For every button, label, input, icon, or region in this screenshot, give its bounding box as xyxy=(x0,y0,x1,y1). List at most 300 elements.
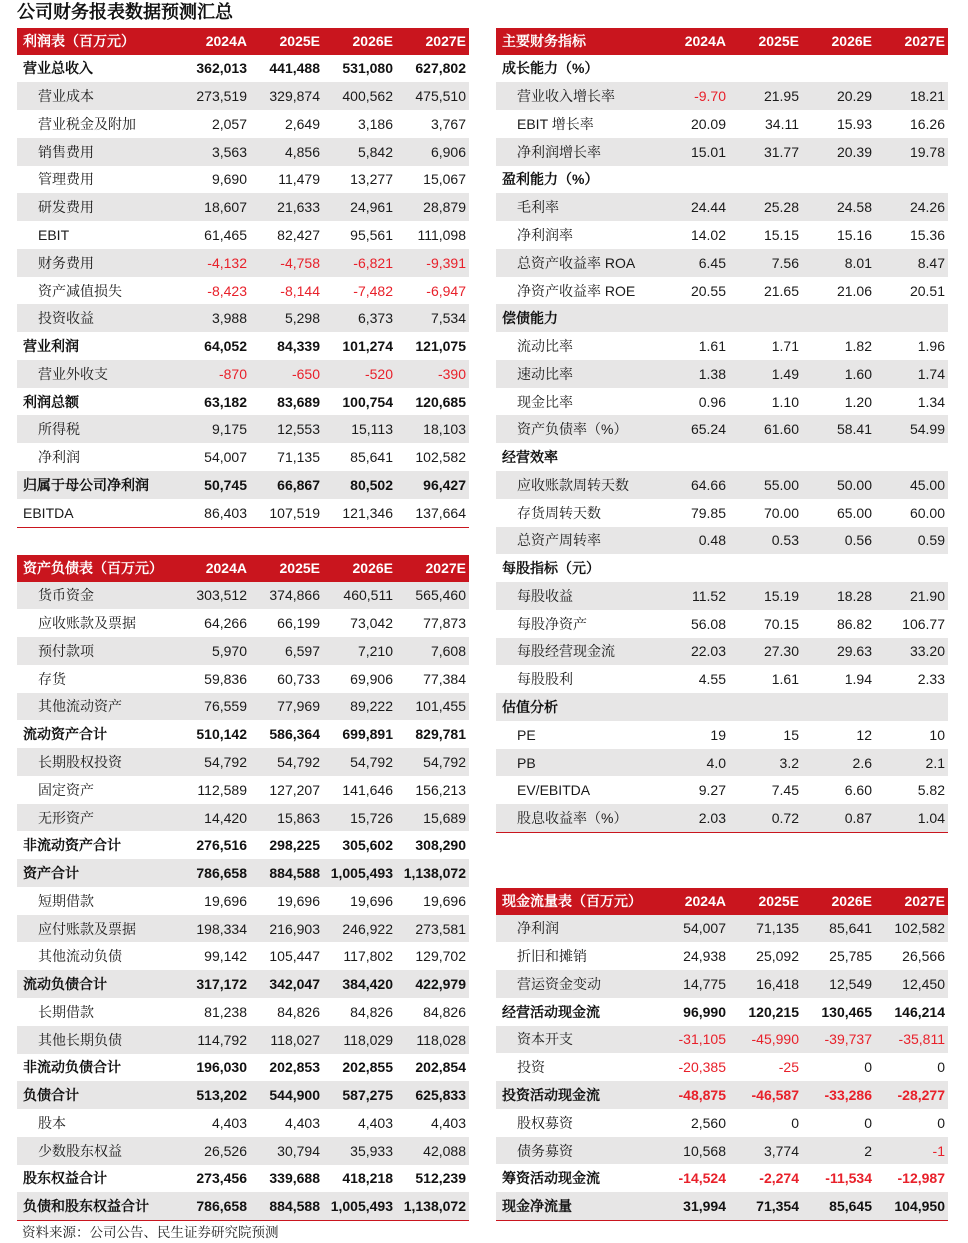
row-label: 应收账款周转天数 xyxy=(517,476,629,493)
row-value: -45,990 xyxy=(751,1031,799,1048)
row-value: 54,792 xyxy=(277,753,320,770)
year-header: 2026E xyxy=(831,33,872,50)
table-row xyxy=(496,193,948,221)
row-value: 96,990 xyxy=(683,1003,726,1020)
row-value: 418,218 xyxy=(342,1170,393,1187)
row-label: 销售费用 xyxy=(38,143,94,160)
row-value: 0.87 xyxy=(844,810,872,827)
table-body xyxy=(496,55,948,833)
row-value: 118,029 xyxy=(343,1031,393,1048)
row-value: 105,447 xyxy=(269,948,320,965)
table-row xyxy=(496,638,948,666)
row-label: 营业成本 xyxy=(38,88,94,105)
table-row xyxy=(496,360,948,388)
table-row xyxy=(17,915,469,943)
row-value: 71,135 xyxy=(277,449,320,466)
table-row xyxy=(17,1137,469,1165)
row-value: 86,403 xyxy=(204,504,247,521)
row-value: 1.04 xyxy=(917,810,945,827)
row-value: -11,534 xyxy=(825,1170,872,1187)
table-row xyxy=(496,443,948,471)
table-row xyxy=(496,1053,948,1081)
row-label: 营业总收入 xyxy=(23,60,93,77)
year-header: 2027E xyxy=(904,893,945,910)
row-value: 8.47 xyxy=(917,254,945,271)
row-value: 1.49 xyxy=(771,365,799,382)
row-label: 管理费用 xyxy=(38,171,94,188)
row-label: PE xyxy=(517,726,536,743)
page-title: 公司财务报表数据预测汇总 xyxy=(17,2,233,22)
row-value: -650 xyxy=(291,365,320,382)
row-label: 每股指标（元） xyxy=(502,560,600,577)
table-row xyxy=(496,1109,948,1137)
row-value: 1.96 xyxy=(917,338,945,355)
row-label: 股息收益率（%） xyxy=(517,810,628,827)
row-label: 应收账款及票据 xyxy=(38,615,136,632)
row-value: 21.06 xyxy=(836,282,872,299)
row-label: 归属于母公司净利润 xyxy=(23,476,149,493)
row-value: 1,138,072 xyxy=(403,865,466,882)
row-value: 80,502 xyxy=(350,476,393,493)
row-value: 587,275 xyxy=(342,1087,393,1104)
row-label: 营业利润 xyxy=(23,338,79,355)
row-label: 投资 xyxy=(517,1059,545,1076)
row-value: 19 xyxy=(710,726,726,743)
row-value: 1.74 xyxy=(917,365,945,382)
row-value: 21,633 xyxy=(277,199,320,216)
row-value: -12,987 xyxy=(897,1170,945,1187)
table-row xyxy=(496,304,948,332)
row-value: 4,403 xyxy=(211,1114,247,1131)
row-value: 85,641 xyxy=(829,920,872,937)
row-value: 63,182 xyxy=(204,393,247,410)
table-row xyxy=(17,776,469,804)
year-header: 2025E xyxy=(758,33,799,50)
table-row xyxy=(17,55,469,83)
row-value: 104,950 xyxy=(894,1198,945,1215)
row-value: 10 xyxy=(929,726,945,743)
row-value: 4,403 xyxy=(357,1114,393,1131)
row-label: 总资产收益率 ROA xyxy=(517,254,636,271)
row-value: 112,589 xyxy=(197,781,247,798)
row-value: 120,685 xyxy=(415,393,466,410)
table-header xyxy=(496,28,948,55)
row-value: -2,274 xyxy=(759,1170,799,1187)
row-value: -33,286 xyxy=(824,1086,872,1103)
row-value: 0.59 xyxy=(917,532,945,549)
row-value: 24.44 xyxy=(690,199,726,216)
row-value: 12,450 xyxy=(902,975,945,992)
row-label: 存货 xyxy=(38,670,66,687)
row-label: 非流动负债合计 xyxy=(23,1059,121,1076)
row-value: 0.72 xyxy=(771,810,799,827)
row-value: 7,210 xyxy=(357,642,393,659)
table-row xyxy=(496,582,948,610)
row-value: 339,688 xyxy=(269,1170,320,1187)
table-header xyxy=(17,555,469,582)
row-value: 0 xyxy=(937,1114,945,1131)
row-label: 经营活动现金流 xyxy=(502,1003,600,1020)
row-value: 2.6 xyxy=(852,754,872,771)
table-row xyxy=(496,749,948,777)
row-value: -6,821 xyxy=(353,254,393,271)
row-value: 61.60 xyxy=(763,421,799,438)
table-row xyxy=(17,887,469,915)
row-value: 64,052 xyxy=(204,338,247,355)
row-value: 22.03 xyxy=(690,643,726,660)
row-value: 34.11 xyxy=(765,115,799,132)
row-value: 141,646 xyxy=(342,781,393,798)
row-value: 25.28 xyxy=(763,199,799,216)
row-value: 0 xyxy=(791,1114,799,1131)
table-row xyxy=(17,748,469,776)
row-value: 114,792 xyxy=(197,1031,247,1048)
row-value: 276,516 xyxy=(196,837,247,854)
row-value: 9.27 xyxy=(698,782,726,799)
row-value: 9,690 xyxy=(211,171,247,188)
row-value: 7.45 xyxy=(771,782,799,799)
table-row xyxy=(496,554,948,582)
row-value: 19,696 xyxy=(423,892,466,909)
row-value: 66,199 xyxy=(277,615,320,632)
row-value: 96,427 xyxy=(423,476,466,493)
row-label: 长期股权投资 xyxy=(38,753,122,770)
table-row xyxy=(496,998,948,1026)
row-label: 负债和股东权益合计 xyxy=(23,1198,149,1215)
row-value: 2.1 xyxy=(925,754,945,771)
row-label: 无形资产 xyxy=(38,809,94,826)
table-row xyxy=(17,138,469,166)
row-label: 投资活动现金流 xyxy=(502,1086,600,1103)
row-value: 18.21 xyxy=(909,88,945,105)
row-value: 61,465 xyxy=(204,226,247,243)
row-value: 66,867 xyxy=(277,476,320,493)
row-label: 少数股东权益 xyxy=(38,1142,122,1159)
table-row xyxy=(496,1164,948,1192)
row-value: 308,290 xyxy=(415,837,466,854)
row-value: 6,373 xyxy=(357,310,393,327)
table-row xyxy=(496,804,948,832)
row-value: 565,460 xyxy=(415,587,466,604)
row-value: 24.58 xyxy=(836,199,872,216)
row-value: -870 xyxy=(218,365,247,382)
row-value: 26,566 xyxy=(902,948,945,965)
row-value: 2,057 xyxy=(211,115,247,132)
row-value: 28,879 xyxy=(423,199,466,216)
row-value: 460,511 xyxy=(343,587,393,604)
row-label: 每股股利 xyxy=(517,671,573,688)
row-value: -9,391 xyxy=(426,254,466,271)
row-value: 27.30 xyxy=(763,643,799,660)
table-row xyxy=(17,332,469,360)
table-row xyxy=(496,1137,948,1165)
row-value: 121,075 xyxy=(415,338,466,355)
row-value: 15,067 xyxy=(423,171,466,188)
row-value: -1 xyxy=(932,1142,945,1159)
row-value: 31.77 xyxy=(763,143,799,160)
row-label: 投资收益 xyxy=(38,310,94,327)
row-value: 11.52 xyxy=(692,587,726,604)
table-row xyxy=(17,443,469,471)
row-value: 0.53 xyxy=(771,532,799,549)
table-row xyxy=(17,249,469,277)
row-value: 107,519 xyxy=(269,504,320,521)
row-label: 流动资产合计 xyxy=(23,726,107,743)
row-value: 54.99 xyxy=(909,421,945,438)
row-label: 净利润 xyxy=(38,449,80,466)
row-value: 329,874 xyxy=(269,88,320,105)
row-value: 12 xyxy=(856,726,872,743)
table-row xyxy=(17,637,469,665)
row-value: 3,563 xyxy=(211,143,247,160)
row-label: 其他流动负债 xyxy=(38,948,122,965)
row-value: 54,007 xyxy=(683,920,726,937)
row-value: 884,588 xyxy=(269,1198,320,1215)
row-value: 3.2 xyxy=(779,754,799,771)
row-value: -7,482 xyxy=(353,282,393,299)
row-value: 156,213 xyxy=(415,781,466,798)
row-value: 24,961 xyxy=(350,199,393,216)
year-header: 2025E xyxy=(279,33,320,50)
table-row xyxy=(496,942,948,970)
row-value: 884,588 xyxy=(269,865,320,882)
row-value: 85,641 xyxy=(350,449,393,466)
row-label: 非流动资产合计 xyxy=(23,837,121,854)
row-value: -31,105 xyxy=(678,1031,726,1048)
row-value: 65.24 xyxy=(690,421,726,438)
row-value: 273,581 xyxy=(415,920,466,937)
row-value: 510,142 xyxy=(196,726,247,743)
row-value: 625,833 xyxy=(415,1087,466,1104)
row-value: 18,607 xyxy=(204,199,247,216)
table-row xyxy=(17,82,469,110)
row-label: 存货周转天数 xyxy=(517,504,601,521)
row-value: 6.60 xyxy=(844,782,872,799)
row-value: 1.71 xyxy=(771,338,799,355)
table-row xyxy=(17,831,469,859)
row-value: 100,754 xyxy=(342,393,393,410)
row-label: 预付款项 xyxy=(38,642,94,659)
row-value: 8.01 xyxy=(844,254,872,271)
table-row xyxy=(17,582,469,610)
row-value: 0.48 xyxy=(698,532,726,549)
row-value: 7,608 xyxy=(430,642,466,659)
year-header: 2026E xyxy=(831,893,872,910)
row-value: 1.61 xyxy=(771,671,799,688)
row-label: 营业收入增长率 xyxy=(517,88,615,105)
table-row xyxy=(496,1192,948,1220)
row-value: 4,403 xyxy=(430,1114,466,1131)
row-value: 1.82 xyxy=(844,338,872,355)
row-value: 273,519 xyxy=(196,88,247,105)
row-label: 经营效率 xyxy=(502,449,558,466)
row-value: 699,891 xyxy=(342,726,393,743)
row-value: -28,277 xyxy=(897,1086,945,1103)
row-value: 33.20 xyxy=(909,643,945,660)
row-value: 35,933 xyxy=(350,1142,393,1159)
row-value: 15.36 xyxy=(909,226,945,243)
table-row xyxy=(17,360,469,388)
table-row xyxy=(17,1054,469,1082)
row-value: 422,979 xyxy=(415,976,466,993)
row-value: 20.29 xyxy=(836,88,872,105)
table-row xyxy=(17,942,469,970)
table-row xyxy=(496,388,948,416)
row-value: 55.00 xyxy=(763,476,799,493)
row-value: 441,488 xyxy=(269,60,320,77)
table-row xyxy=(17,1026,469,1054)
row-value: 14,420 xyxy=(204,809,247,826)
row-value: -4,132 xyxy=(207,254,247,271)
row-value: 15,726 xyxy=(350,809,393,826)
row-value: 1.60 xyxy=(844,365,872,382)
row-value: 10,568 xyxy=(683,1142,726,1159)
row-value: 5,970 xyxy=(211,642,247,659)
table-row xyxy=(496,970,948,998)
row-value: 1.94 xyxy=(844,671,872,688)
table-row xyxy=(496,776,948,804)
row-value: 20.51 xyxy=(909,282,945,299)
row-label: 长期借款 xyxy=(38,1003,94,1020)
row-value: 29.63 xyxy=(836,643,872,660)
row-value: 2.03 xyxy=(698,810,726,827)
row-value: 374,866 xyxy=(269,587,320,604)
row-value: 71,135 xyxy=(756,920,799,937)
row-value: 118,027 xyxy=(270,1031,320,1048)
row-value: 1.20 xyxy=(844,393,872,410)
row-value: 9,175 xyxy=(211,421,247,438)
row-value: 5,298 xyxy=(284,310,320,327)
table-row xyxy=(17,388,469,416)
row-label: 净利润 xyxy=(517,920,559,937)
row-label: 其他流动资产 xyxy=(38,698,122,715)
row-value: 19,696 xyxy=(277,892,320,909)
row-value: 130,465 xyxy=(821,1003,872,1020)
row-value: 2 xyxy=(864,1142,872,1159)
row-value: 19.78 xyxy=(909,143,945,160)
table-title: 现金流量表（百万元） xyxy=(502,893,642,910)
table-row xyxy=(496,249,948,277)
row-value: 77,384 xyxy=(423,670,466,687)
row-label: 每股收益 xyxy=(517,587,573,604)
row-value: 384,420 xyxy=(342,976,393,993)
table-body xyxy=(17,582,469,1222)
row-value: 0 xyxy=(864,1059,872,1076)
row-value: 216,903 xyxy=(269,920,320,937)
row-value: 5.82 xyxy=(917,782,945,799)
row-label: 财务费用 xyxy=(38,254,94,271)
table-row xyxy=(17,110,469,138)
row-label: 债务募资 xyxy=(517,1142,573,1159)
row-label: 研发费用 xyxy=(38,199,94,216)
row-value: -39,737 xyxy=(824,1031,872,1048)
row-value: 25,092 xyxy=(756,948,799,965)
row-label: 每股经营现金流 xyxy=(517,643,615,660)
year-header: 2024A xyxy=(205,33,247,50)
table-row xyxy=(496,1026,948,1054)
table-row xyxy=(17,277,469,305)
table-row xyxy=(17,304,469,332)
row-value: 544,900 xyxy=(269,1087,320,1104)
year-header: 2024A xyxy=(684,893,726,910)
row-value: 58.41 xyxy=(836,421,872,438)
row-value: 21.90 xyxy=(909,587,945,604)
row-value: 246,922 xyxy=(342,920,393,937)
row-value: 11,479 xyxy=(278,171,320,188)
row-label: 总资产周转率 xyxy=(517,532,601,549)
table-row xyxy=(17,1109,469,1137)
table-row xyxy=(496,915,948,943)
table-row xyxy=(496,1081,948,1109)
table-row xyxy=(496,138,948,166)
source-note: 资料来源：公司公告、民生证券研究院预测 xyxy=(22,1225,279,1240)
row-value: 60.00 xyxy=(909,504,945,521)
table-header xyxy=(17,28,469,55)
row-value: 0.96 xyxy=(698,393,726,410)
row-value: 24,938 xyxy=(683,948,726,965)
table-row xyxy=(17,1192,469,1220)
row-value: -8,423 xyxy=(207,282,247,299)
row-label: 净资产收益率 ROE xyxy=(517,282,636,299)
row-value: 4.0 xyxy=(706,754,726,771)
row-value: 19,696 xyxy=(204,892,247,909)
row-value: 146,214 xyxy=(894,1003,945,1020)
row-value: 586,364 xyxy=(269,726,320,743)
row-value: 2,560 xyxy=(690,1114,726,1131)
row-value: 1.10 xyxy=(771,393,799,410)
row-value: 20.39 xyxy=(836,143,872,160)
year-header: 2024A xyxy=(684,33,726,50)
row-value: 65.00 xyxy=(836,504,872,521)
row-label: 资产负债率（%） xyxy=(517,421,628,438)
table-row xyxy=(496,471,948,499)
row-value: 829,781 xyxy=(415,726,466,743)
year-header: 2027E xyxy=(425,560,466,577)
row-value: 786,658 xyxy=(196,1198,247,1215)
table-row xyxy=(496,55,948,83)
row-value: 16.26 xyxy=(909,115,945,132)
row-value: 14.02 xyxy=(690,226,726,243)
row-value: 81,238 xyxy=(204,1003,247,1020)
row-label: PB xyxy=(517,754,536,771)
row-value: -520 xyxy=(364,365,393,382)
row-label: 资产减值损失 xyxy=(38,282,122,299)
row-label: 短期借款 xyxy=(38,892,94,909)
table-row xyxy=(496,499,948,527)
year-header: 2025E xyxy=(279,560,320,577)
row-value: 24.26 xyxy=(909,199,945,216)
row-value: -46,587 xyxy=(751,1086,799,1103)
row-value: 303,512 xyxy=(196,587,247,604)
row-value: 14,775 xyxy=(683,975,726,992)
row-value: 7.56 xyxy=(771,254,799,271)
row-label: 负债合计 xyxy=(23,1087,79,1104)
table-row xyxy=(17,1165,469,1193)
row-label: 资产合计 xyxy=(23,865,79,882)
row-label: 利润总额 xyxy=(23,393,79,410)
row-label: 毛利率 xyxy=(517,199,559,216)
row-value: 1.34 xyxy=(917,393,945,410)
row-value: -9.70 xyxy=(694,88,726,105)
row-value: 1.38 xyxy=(698,365,726,382)
row-label: 折旧和摊销 xyxy=(517,948,587,965)
table-header xyxy=(496,888,948,915)
row-value: 0 xyxy=(937,1059,945,1076)
row-label: 筹资活动现金流 xyxy=(502,1170,600,1187)
row-value: 26,526 xyxy=(204,1142,247,1159)
row-value: 15.15 xyxy=(763,226,799,243)
row-value: 117,802 xyxy=(343,948,393,965)
